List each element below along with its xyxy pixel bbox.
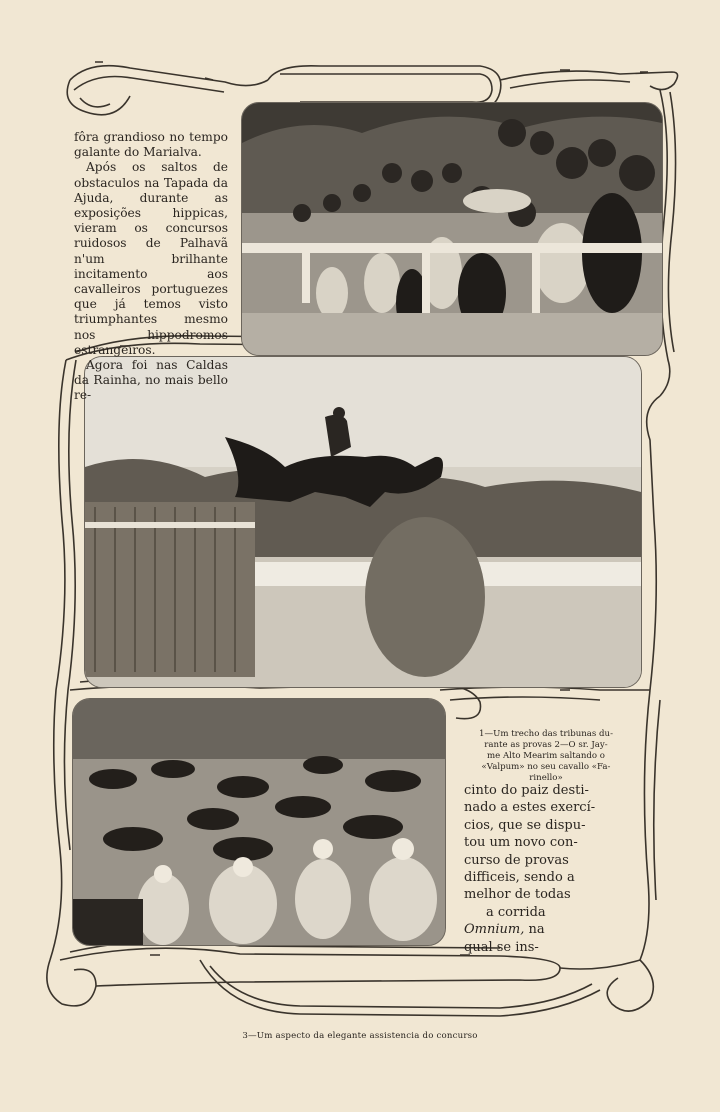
text-line: tou um novo con- bbox=[464, 835, 578, 851]
caption-line: rinello» bbox=[529, 773, 563, 783]
photo-grandstand-crowd bbox=[241, 102, 663, 356]
bottom-caption: 3—Um aspecto da elegante assistencia do concurso bbox=[242, 1031, 478, 1041]
caption-line: «Valpum» no seu cavallo «Fa- bbox=[481, 762, 611, 772]
text-line bbox=[464, 921, 604, 938]
italic-word: Omnium, bbox=[464, 922, 525, 938]
text-line: nado a estes exercí- bbox=[464, 800, 596, 816]
text-line: curso de provas bbox=[464, 852, 569, 868]
photo-audience bbox=[72, 698, 446, 946]
text-line: qual se ins- bbox=[464, 939, 539, 955]
caption-line: 1—Um trecho das tribunas du- bbox=[479, 729, 613, 739]
photo-caption-1-2 bbox=[462, 729, 630, 784]
paragraph-3: Agora foi nas Caldas da Rainha, no mais bello re- bbox=[74, 358, 228, 403]
text-line: a corrida bbox=[486, 904, 546, 920]
right-column-text bbox=[464, 782, 604, 956]
photo-horse-jump bbox=[84, 356, 642, 688]
left-column-text bbox=[74, 130, 228, 404]
text-line: cios, que se dispu- bbox=[464, 817, 586, 833]
text-line: cinto do paiz desti- bbox=[464, 783, 589, 798]
caption-line: rante as provas 2—O sr. Jay- bbox=[484, 740, 608, 750]
text-fragment: na bbox=[524, 922, 545, 938]
text-line: difficeis, sendo a bbox=[464, 870, 575, 886]
caption-line: me Alto Mearim saltando o bbox=[486, 751, 605, 761]
text-line: melhor de todas bbox=[464, 887, 571, 903]
paragraph-1: fôra grandioso no tempo galante do Marialva. bbox=[74, 130, 228, 160]
paragraph-2: Após os saltos de obstaculos na Tapada da Ajuda, durante as exposições hippicas, vieram os concursos ruidosos de Palhavã n'um brilhante incitamento aos cavalleiros portuguezes que já temos visto triumphantes mesmo nos hippodromos estrangeiros. bbox=[74, 160, 228, 357]
